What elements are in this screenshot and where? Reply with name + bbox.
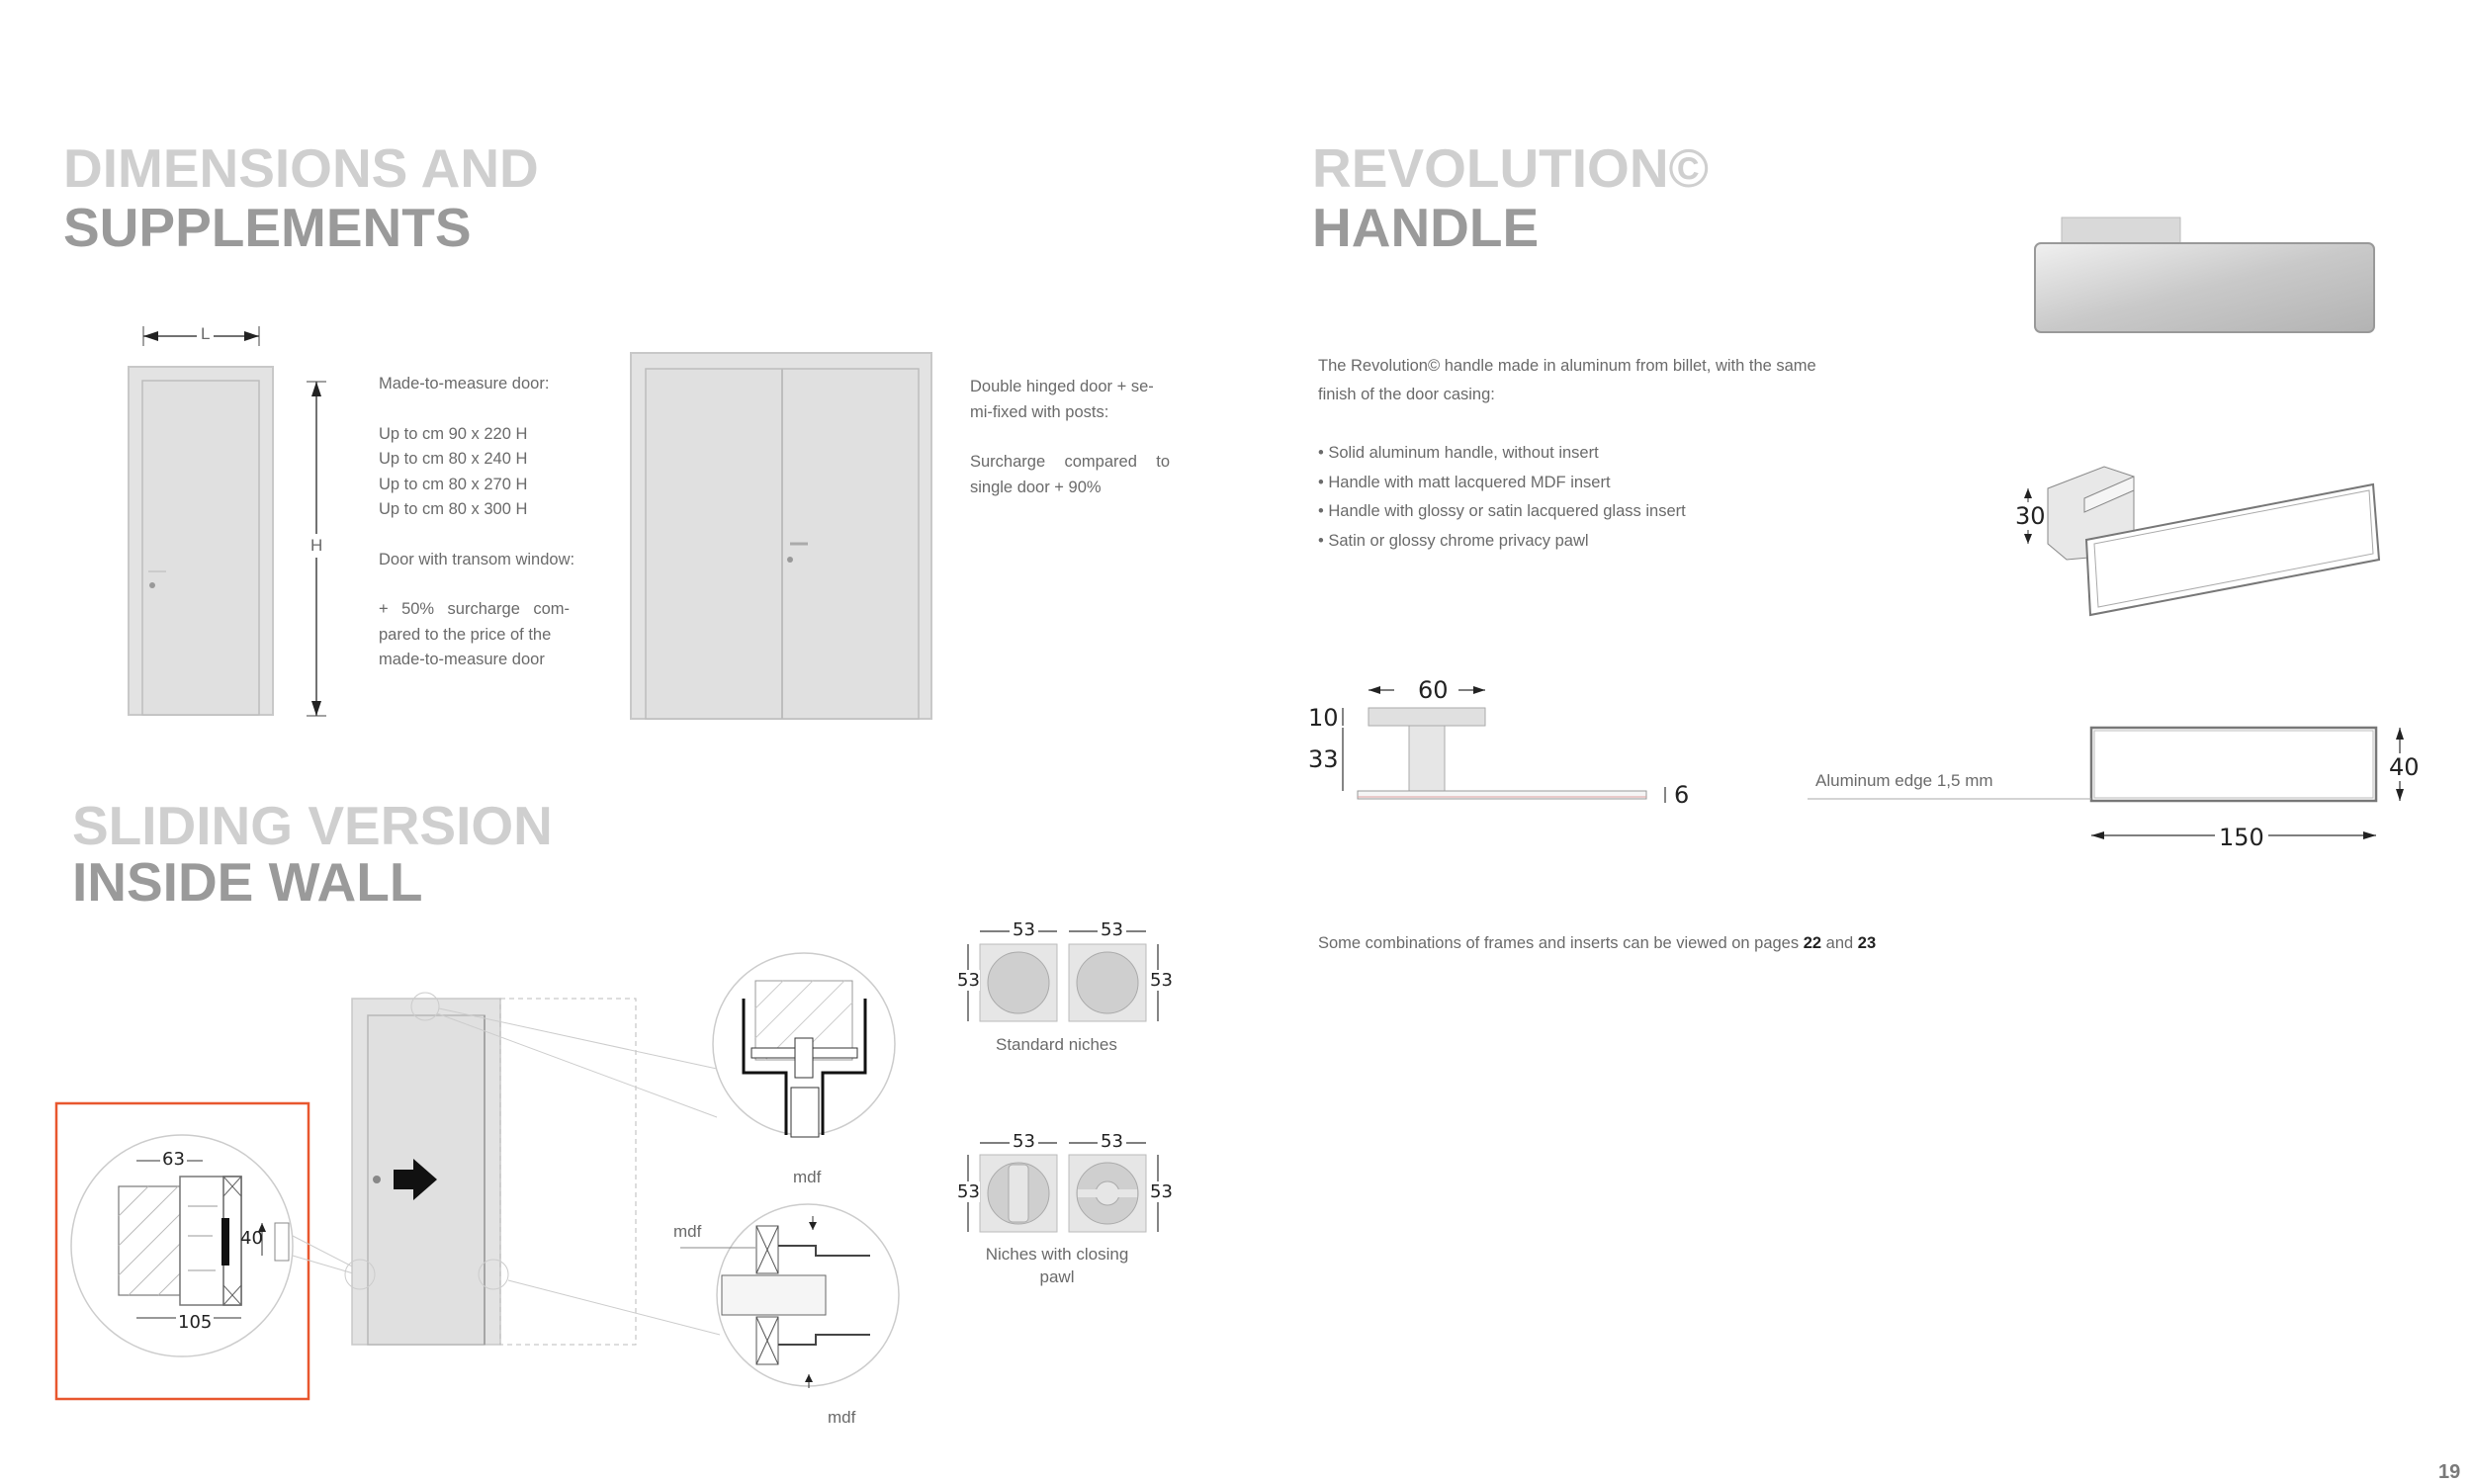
handle-thickness-6: 6 (1674, 781, 1690, 809)
page-number: 19 (2438, 1461, 2461, 1483)
detail-dim-side: 40 (240, 1228, 263, 1249)
niche-height: 53 (957, 970, 980, 991)
handle-intro-line2: finish of the door casing: (1318, 386, 1495, 403)
handle-feature-item: • Handle with matt lacquered MDF insert (1318, 473, 1611, 491)
handle-feature-item: • Satin or glossy chrome privacy pawl (1318, 531, 1589, 550)
double-door-surcharge-line: Surcharge compared to (970, 453, 1170, 471)
height-label-H: H (310, 536, 323, 555)
double-door-line: mi-fixed with posts: (970, 402, 1109, 421)
handle-title-line2: HANDLE (1312, 197, 1540, 258)
handle-feature-item: • Solid aluminum handle, without insert (1318, 444, 1599, 462)
size-item: Up to cm 80 x 300 H (379, 500, 528, 518)
niche-height: 53 (957, 1181, 980, 1202)
detail-dim-bottom: 105 (178, 1312, 213, 1333)
handle-length-150: 150 (2215, 824, 2268, 851)
footer-page-link: 23 (1857, 934, 1877, 952)
handle-rose-height: 30 (2015, 502, 2046, 530)
transom-surcharge-line: made-to-measure door (379, 651, 545, 668)
mdf-label: mdf (793, 1168, 822, 1186)
transom-heading: Door with transom window: (379, 550, 575, 568)
closing-niches-label-line2: pawl (1039, 1267, 1075, 1286)
sliding-title-line1: SLIDING VERSION (72, 795, 553, 856)
handle-title-line1: REVOLUTION© (1312, 137, 1710, 199)
niche-width: 53 (1010, 1131, 1038, 1152)
niche-height: 53 (1150, 970, 1173, 991)
handle-intro-line1: The Revolution© handle made in aluminum from billet, with the same (1318, 357, 1816, 375)
size-item: Up to cm 90 x 220 H (379, 424, 528, 443)
footer-page-link: 22 (1803, 934, 1822, 952)
niche-width: 53 (1010, 919, 1038, 940)
niche-width: 53 (1098, 919, 1126, 940)
handle-feature-item: • Handle with glossy or satin lacquered glass insert (1318, 502, 1686, 520)
width-label-L: L (197, 324, 214, 344)
dimensions-title-line2: SUPPLEMENTS (63, 197, 472, 258)
dimensions-title-line1: DIMENSIONS AND (63, 137, 539, 199)
detail-dim-top: 63 (162, 1149, 185, 1170)
niche-height: 53 (1150, 1181, 1173, 1202)
double-door-surcharge-line: single door + 90% (970, 478, 1102, 496)
mdf-label: mdf (828, 1408, 856, 1427)
handle-dim-33: 33 (1308, 745, 1339, 773)
handle-dim-10: 10 (1308, 704, 1339, 732)
niche-width: 53 (1098, 1131, 1126, 1152)
aluminum-edge-label: Aluminum edge 1,5 mm (1815, 771, 1993, 790)
double-door-line: Double hinged door + se- (970, 378, 1154, 395)
footer-prefix: Some combinations of frames and inserts can be viewed on pages (1318, 934, 1804, 952)
handle-width-60: 60 (1414, 676, 1453, 704)
transom-surcharge-line: + 50% surcharge com- (379, 600, 570, 618)
closing-niches-label-line1: Niches with closing (985, 1245, 1129, 1264)
made-to-measure-heading: Made-to-measure door: (379, 375, 550, 393)
handle-height-40: 40 (2389, 753, 2420, 781)
standard-niches-label: Standard niches (996, 1035, 1117, 1054)
transom-surcharge-line: pared to the price of the (379, 625, 552, 644)
mdf-label: mdf (673, 1222, 702, 1241)
handle-footer-note (1318, 931, 1876, 957)
size-item: Up to cm 80 x 270 H (379, 475, 528, 493)
size-item: Up to cm 80 x 240 H (379, 450, 528, 468)
footer-and: and (1821, 934, 1858, 952)
sliding-title-line2: INSIDE WALL (72, 851, 423, 913)
